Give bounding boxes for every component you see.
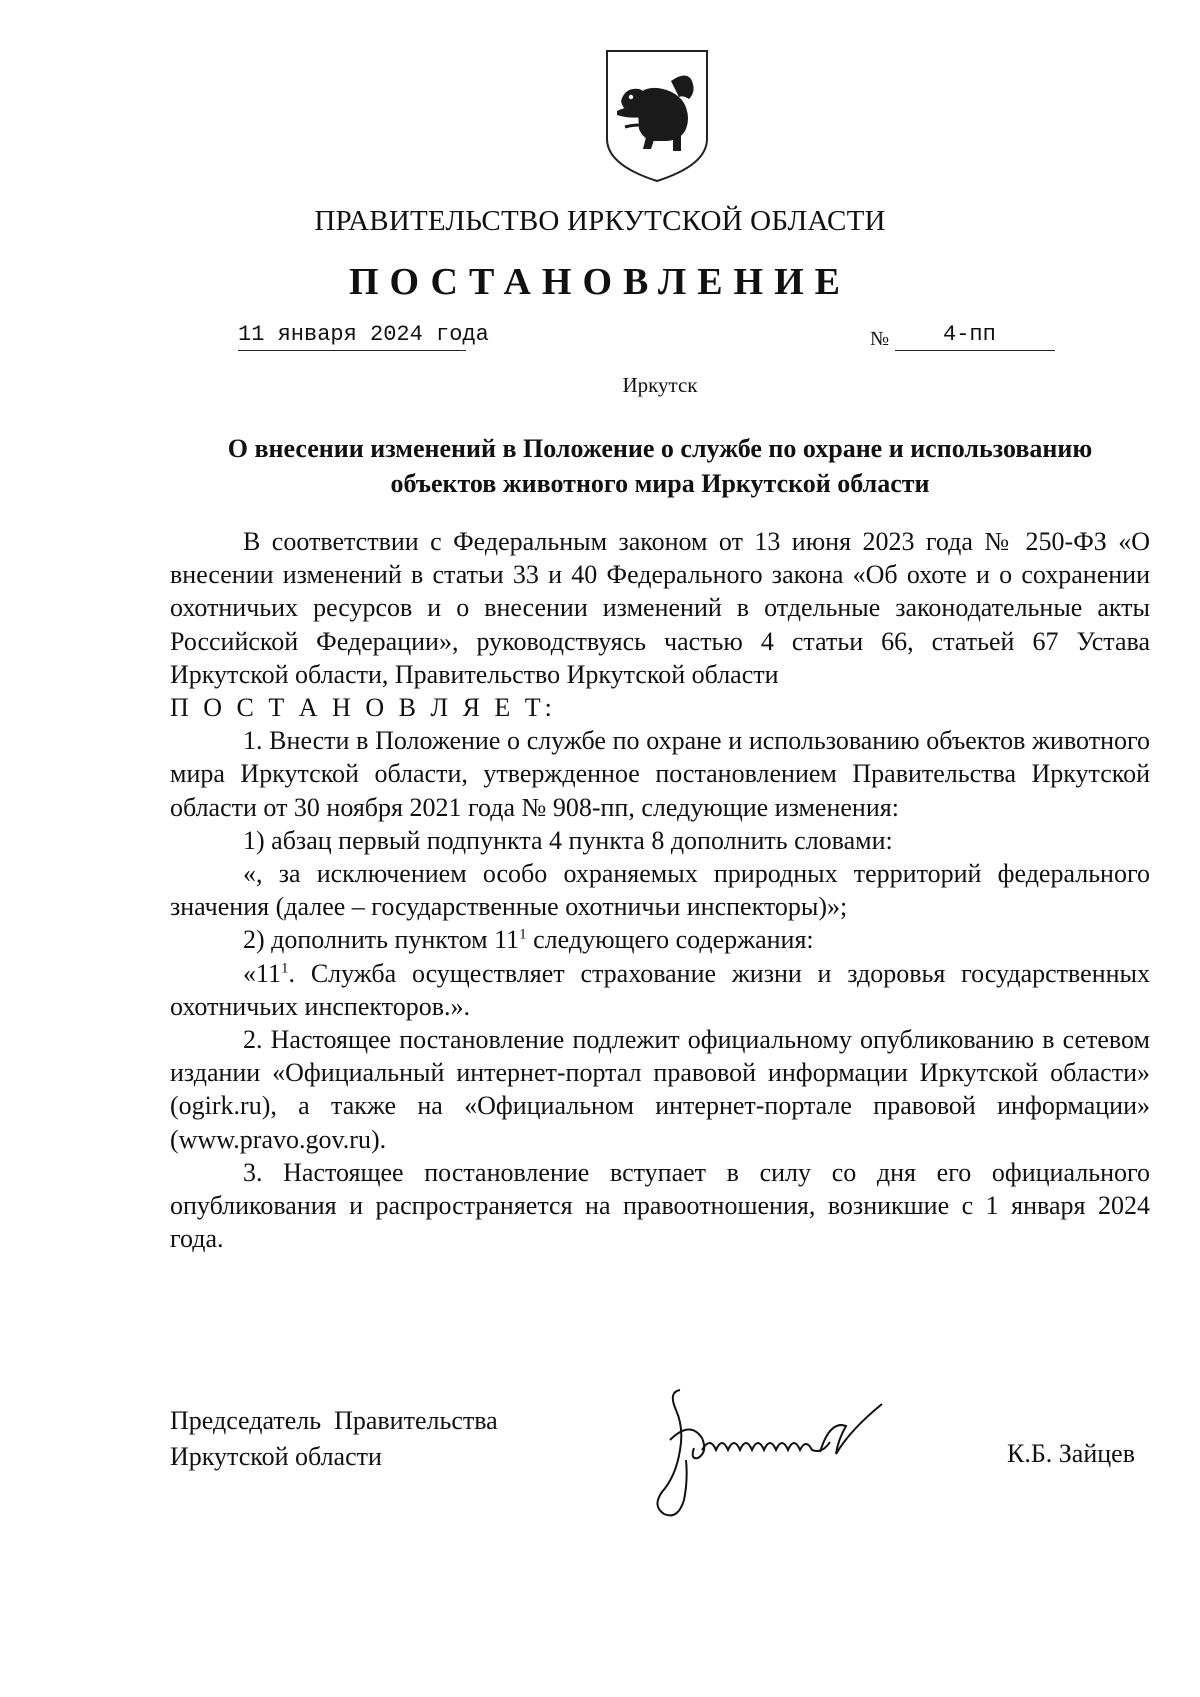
item-1-2-sup: 1: [519, 926, 527, 943]
date-field: [238, 322, 489, 351]
signatory-name: К.Б. Зайцев: [1007, 1439, 1135, 1468]
preamble: В соответствии с Федеральным законом от 13 июня 2023 года № 250-ФЗ «О внесении изменений в статьи 33 и 40 Федерального закона «Об охоте и о сохранении охотничьих ресурсов и о внесении изменений в отдельные законодательные акты Российской Федерации», руководствуясь частью 4 статьи 66, статьей 67 Устава Иркутской области, Правительство Иркутской области: [170, 527, 1150, 689]
number-field: [895, 322, 1055, 351]
item-1-1-quote: «, за исключением особо охраняемых природных территорий федерального значения (далее – государственные охотничьи инспекторы)»;: [170, 859, 1150, 922]
item-1-2-post: следующего содержания:: [526, 925, 814, 955]
handwritten-signature-icon: [650, 1380, 920, 1535]
resolves-heading: П О С Т А Н О В Л Я Е Т:: [170, 693, 556, 723]
document-number: 4-пп: [943, 322, 996, 347]
item-1-2-quote: [170, 957, 1150, 1023]
item-2: 2. Настоящее постановление подлежит официальному опубликованию в сетевом издании «Официальный интернет-портал правовой информации Иркутской области» (ogirk.ru), а также на «Официальном интернет-портале правовой информации» (www.pravo.gov.ru).: [170, 1025, 1150, 1154]
item-1-2-quote-post: . Служба осуществляет страхование жизни и здоровья государственных охотничьих инспекторов.».: [170, 958, 1150, 1021]
city: Иркутск: [622, 373, 698, 397]
position-line-2: Иркутской области: [170, 1442, 382, 1471]
position-line-1: Председатель Правительства: [170, 1406, 498, 1435]
title-line-1: О внесении изменений в Положение о службе по охране и использованию: [227, 434, 1093, 463]
item-1-2-quote-sup: 1: [281, 959, 289, 976]
document-type: ПОСТАНОВЛЕНИЕ: [348, 261, 852, 303]
document-date: 11 января 2024 года: [238, 322, 489, 347]
item-1-1: 1) абзац первый подпункта 4 пункта 8 дополнить словами:: [243, 825, 893, 855]
number-sign: №: [870, 328, 890, 350]
item-1-2: [170, 923, 1150, 956]
item-1-2-pre: 2) дополнить пунктом 11: [243, 925, 520, 955]
title-line-2: объектов животного мира Иркутской области: [390, 469, 930, 498]
signatory-position: [170, 1403, 498, 1475]
document-title: [180, 431, 1140, 501]
coat-of-arms-icon: [603, 47, 711, 185]
organization-name: ПРАВИТЕЛЬСТВО ИРКУТСКОЙ ОБЛАСТИ: [314, 205, 886, 237]
item-1: 1. Внести в Положение о службе по охране и использованию объектов животного мира Иркутской области, утвержденное постановлением Правительства Иркутской области от 30 ноября 2021 года № 908-пп, следующие изменения:: [170, 726, 1150, 822]
document-body: [170, 525, 1150, 1255]
item-3: 3. Настоящее постановление вступает в силу со дня его официального опубликования и распространяется на правоотношения, возникшие с 1 января 2024 года.: [170, 1157, 1150, 1254]
item-1-2-quote-pre: «11: [243, 958, 282, 988]
